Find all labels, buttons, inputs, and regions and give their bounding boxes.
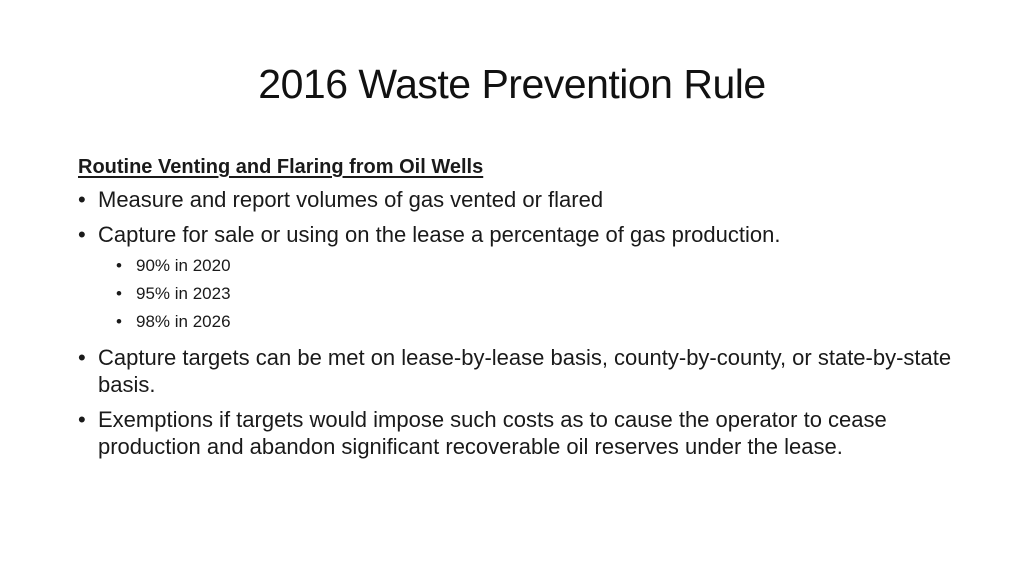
bullet-item: [78, 406, 958, 460]
slide-title: 2016 Waste Prevention Rule: [258, 61, 766, 107]
bullet-icon: •: [116, 312, 122, 331]
bullet-icon: •: [116, 256, 122, 275]
section-heading: Routine Venting and Flaring from Oil Wells: [78, 156, 484, 178]
bullet-text: Capture targets can be met on lease-by-lease basis, county-by-county, or state-by-state basis.: [98, 345, 952, 397]
bullet-item: [78, 221, 958, 336]
bullet-icon: •: [78, 222, 86, 247]
bullet-item: [78, 344, 958, 398]
slide-content: [78, 152, 958, 468]
bullet-text: Measure and report volumes of gas vented or flared: [98, 187, 604, 212]
sub-bullet-text: 90% in 2020: [136, 256, 231, 275]
sub-bullet-list: [98, 252, 958, 336]
bullet-icon: •: [78, 407, 86, 432]
sub-bullet-text: 95% in 2023: [136, 284, 231, 303]
bullet-icon: •: [78, 345, 86, 370]
sub-bullet-item: [116, 280, 958, 308]
sub-bullet-item: [116, 308, 958, 336]
bullet-icon: •: [78, 187, 86, 212]
bullet-list: [78, 186, 958, 460]
sub-bullet-item: [116, 252, 958, 280]
bullet-item: [78, 186, 958, 213]
sub-bullet-text: 98% in 2026: [136, 312, 231, 331]
bullet-text: Exemptions if targets would impose such costs as to cause the operator to cease production and abandon significant recoverable oil reserves under the lease.: [98, 407, 887, 459]
bullet-text: Capture for sale or using on the lease a percentage of gas production.: [98, 222, 781, 247]
bullet-icon: •: [116, 284, 122, 303]
